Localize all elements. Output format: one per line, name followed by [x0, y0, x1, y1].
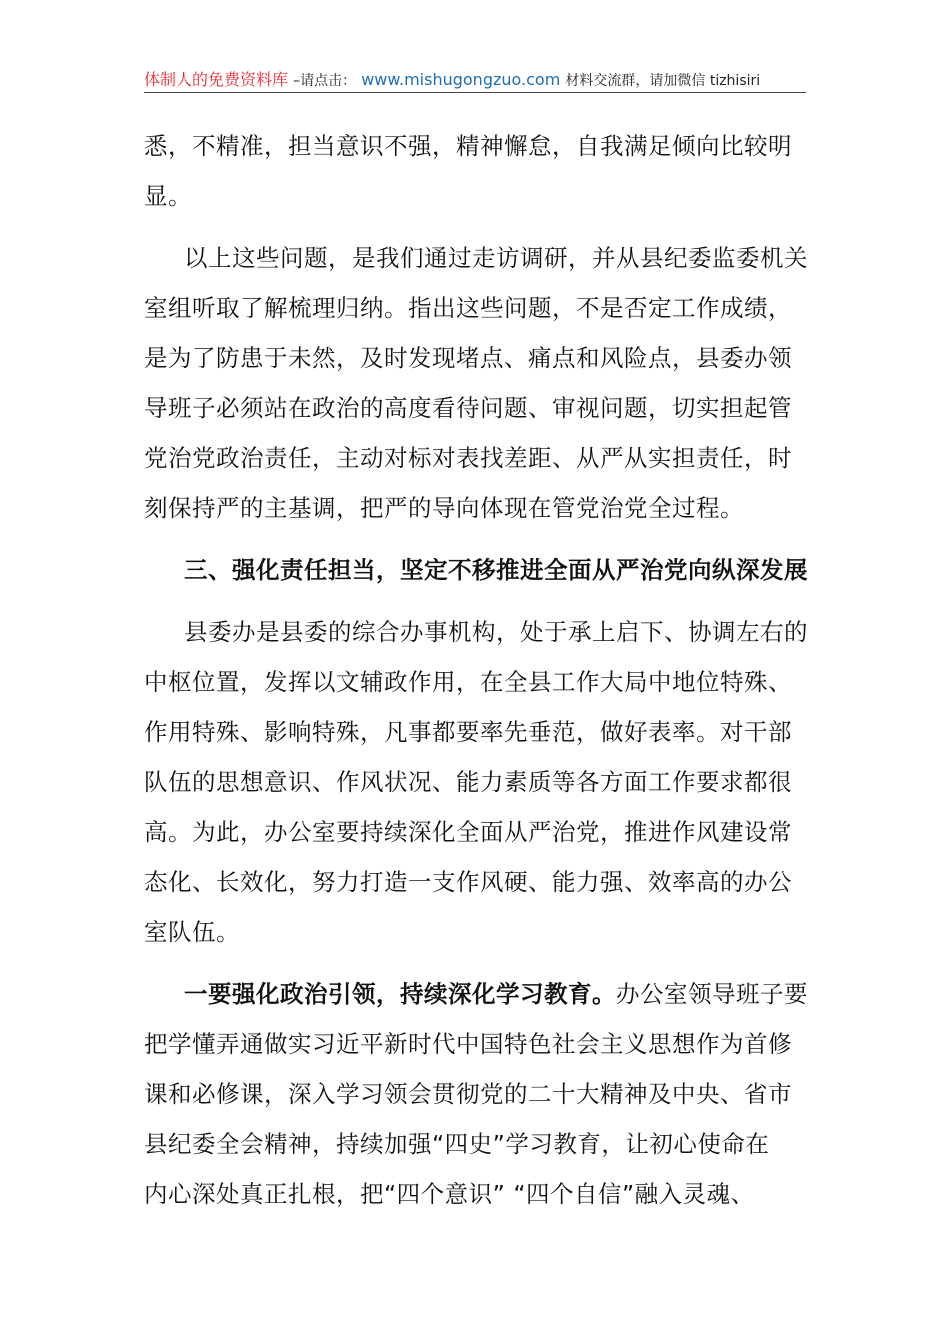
text-line: 县纪委全会精神，持续加强“四史”学习教育，让初心使命在 [144, 1130, 770, 1158]
text-line: 课和必修课，深入学习领会贯彻党的二十大精神及中央、省市 [144, 1080, 792, 1108]
text-line: 队伍的思想意识、作风状况、能力素质等各方面工作要求都很 [144, 768, 792, 796]
text-run: 办公室领导班子要 [616, 980, 808, 1008]
text-line: 是为了防患于未然，及时发现堵点、痛点和风险点，县委办领 [144, 344, 792, 372]
paragraph-lead: 一要强化政治引领，持续深化学习教育。 [184, 980, 616, 1008]
header-note: 材料交流群，请加微信 tizhisiri [565, 73, 761, 89]
text-line: 作用特殊、影响特殊，凡事都要率先垂范，做好表率。对干部 [144, 718, 792, 746]
paragraph [144, 611, 806, 961]
text-line: 高。为此，办公室要持续深化全面从严治党，推进作风建设常 [144, 818, 792, 846]
text-line: 室组听取了解梳理归纳。指出这些问题，不是否定工作成绩， [144, 294, 792, 322]
text-line: 中枢位置，发挥以文辅政作用，在全县工作大局中地位特殊、 [144, 668, 792, 696]
text-line: 导班子必须站在政治的高度看待问题、审视问题，切实担起管 [144, 394, 792, 422]
text-line: 以上这些问题，是我们通过走访调研，并从县纪委监委机关 [184, 244, 808, 272]
text-line: 县委办是县委的综合办事机构，处于承上启下、协调左右的 [184, 618, 808, 646]
document-body [144, 125, 806, 1223]
text-line [144, 973, 806, 1023]
paragraph [144, 237, 806, 537]
text-line: 态化、长效化，努力打造一支作风硬、能力强、效率高的办公 [144, 868, 792, 896]
section-heading: 三、强化责任担当，坚定不移推进全面从严治党向纵深发展 [184, 556, 808, 584]
text-line: 室队伍。 [144, 918, 240, 946]
header-brand: 体制人的免费资料库 [144, 70, 289, 89]
text-line: 显。 [144, 182, 192, 210]
header-prompt: –请点击： [293, 73, 357, 89]
text-line: 党治党政治责任，主动对标对表找差距、从严从实担责任，时 [144, 444, 792, 472]
paragraph [144, 125, 806, 225]
text-line: 悉，不精准，担当意识不强，精神懈怠，自我满足倾向比较明 [144, 132, 792, 160]
text-line: 刻保持严的主基调，把严的导向体现在管党治党全过程。 [144, 494, 744, 522]
header-url-link[interactable]: www.mishugongzuo.com [361, 70, 561, 89]
page-header [144, 68, 806, 93]
text-line: 内心深处真正扎根，把“四个意识” “四个自信”融入灵魂、 [144, 1180, 755, 1208]
paragraph [144, 973, 806, 1223]
text-line: 把学懂弄通做实习近平新时代中国特色社会主义思想作为首修 [144, 1030, 792, 1058]
